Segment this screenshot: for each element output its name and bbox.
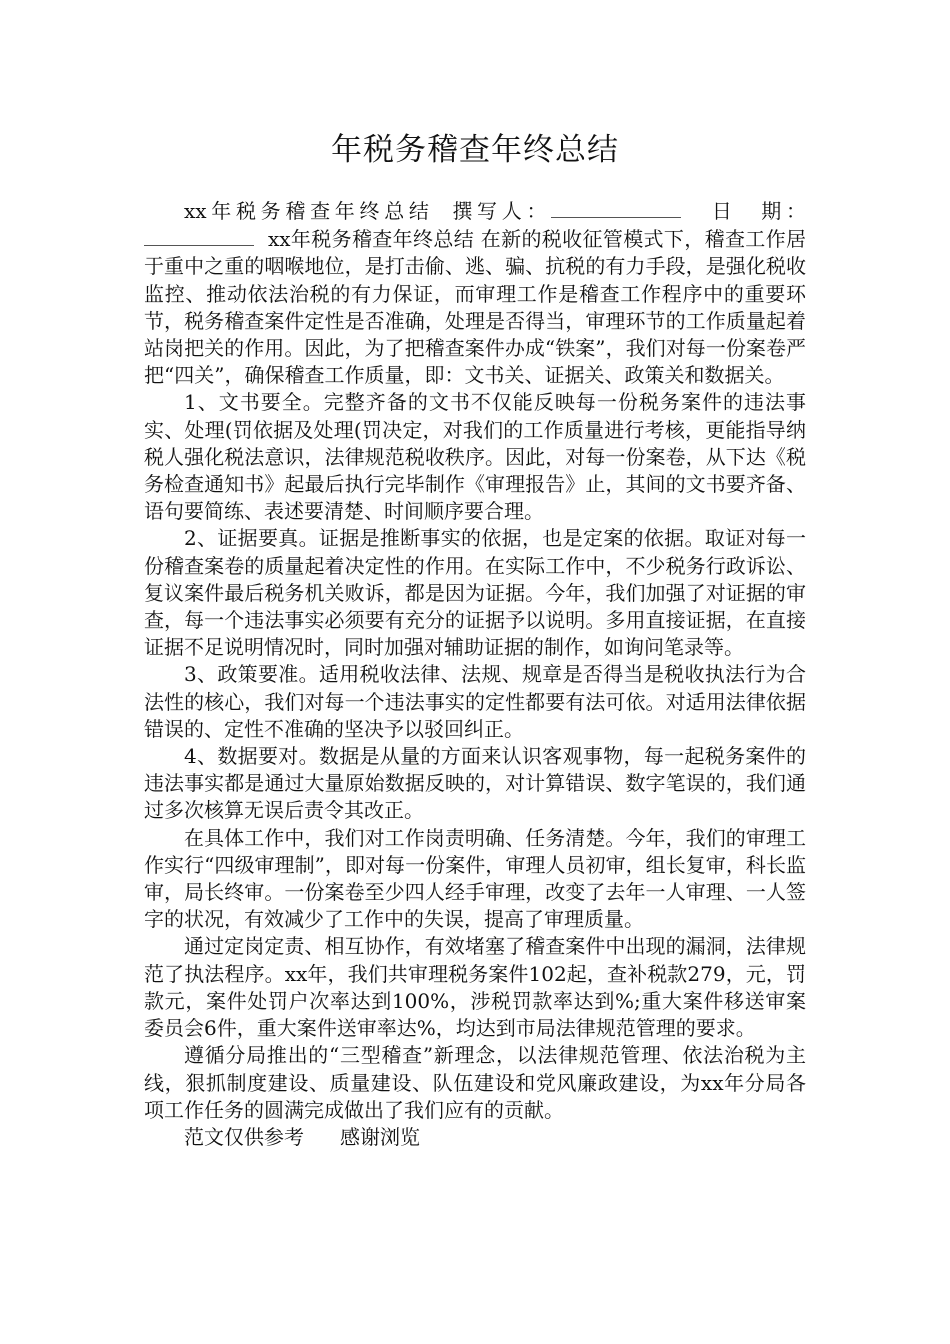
paragraph-conclusion: 遵循分局推出的“三型稽查”新理念，以法律规范管理、依法治税为主线，狠抓制度建设、质量建设、队伍建设和党风廉政建设，为xx年分局各项工作任务的圆满完成做出了我们应有的贡献。 [144,1043,806,1122]
paragraph-results: 通过定岗定责、相互协作，有效堵塞了稽查案件中出现的漏洞，法律规范了执法程序。xx年，我们共审理税务案件102起，查补税款279，元，罚款元，案件处罚户次率达到100%，涉税罚款率达到%;重大案件移送审案委员会6件，重大案件送审率达%，均达到市局法律规范管理的要求。 [144,934,806,1041]
paragraph-review-system: 在具体工作中，我们对工作岗责明确、任务清楚。今年，我们的审理工作实行“四级审理制”，即对每一份案件，审理人员初审，组长复审，科长监审，局长终审。一份案卷至少四人经手审理，改变了去年一人审理、一人签字的状况，有效减少了工作中的失误，提高了审理质量。 [144,825,806,932]
date-label: 日 期： [707,199,807,223]
document-body [144,197,806,1151]
footer-note [144,1124,806,1151]
writer-label: 撰写人： [447,199,552,223]
intro-text: xx年税务稽查年终总结 在新的税收征管模式下，稽查工作居于重中之重的咽喉地位，是打击偷、逃、骗、抗税的有力手段，是强化税收监控、推动依法治税的有力保证，而审理工作是稽查工作程序中的重要环节，税务稽查案件定性是否准确，处理是否得当，审理环节的工作质量起着站岗把关的作用。因此，为了把稽查案件办成“铁案”，我们对每一份案卷严把“四关”，确保稽查工作质量，即：文书关、证据关、政策关和数据关。 [144,227,806,388]
footer-left: 范文仅供参考 [184,1124,304,1149]
paragraph-evidence: 2、证据要真。证据是推断事实的依据，也是定案的依据。取证对每一份稽查案卷的质量起着决定性的作用。在实际工作中，不少税务行政诉讼、复议案件最后税务机关败诉，都是因为证据。今年，我们加强了对证据的审查，每一个违法事实必须要有充分的证据予以说明。多用直接证据，在直接证据不足说明情况时，同时加强对辅助证据的制作，如询问笔录等。 [144,526,806,660]
date-blank [144,225,254,246]
paragraph-documents: 1、文书要全。完整齐备的文书不仅能反映每一份税务案件的违法事实、处理(罚依据及处理(罚决定，对我们的工作质量进行考核，更能指导纳税人强化税法意识，法律规范税收秩序。因此，对每一份案卷，从下达《税务检查通知书》起最后执行完毕制作《审理报告》止，其间的文书要齐备、语句要简练、表述要清楚、时间顺序要合理。 [144,390,806,524]
footer-right: 感谢浏览 [340,1124,420,1149]
header-subject: xx年税务稽查年终总结 [184,199,434,223]
header-line [144,197,806,389]
writer-blank [551,197,681,218]
document-title: 年税务稽查年终总结 [331,132,619,168]
paragraph-policy: 3、政策要准。适用税收法律、法规、规章是否得当是税收执法行为合法性的核心，我们对每一个违法事实的定性都要有法可依。对适用法律依据错误的、定性不准确的坚决予以驳回纠正。 [144,662,806,741]
paragraph-data: 4、数据要对。数据是从量的方面来认识客观事物，每一起税务案件的违法事实都是通过大量原始数据反映的，对计算错误、数字笔误的，我们通过多次核算无误后责令其改正。 [144,744,806,823]
